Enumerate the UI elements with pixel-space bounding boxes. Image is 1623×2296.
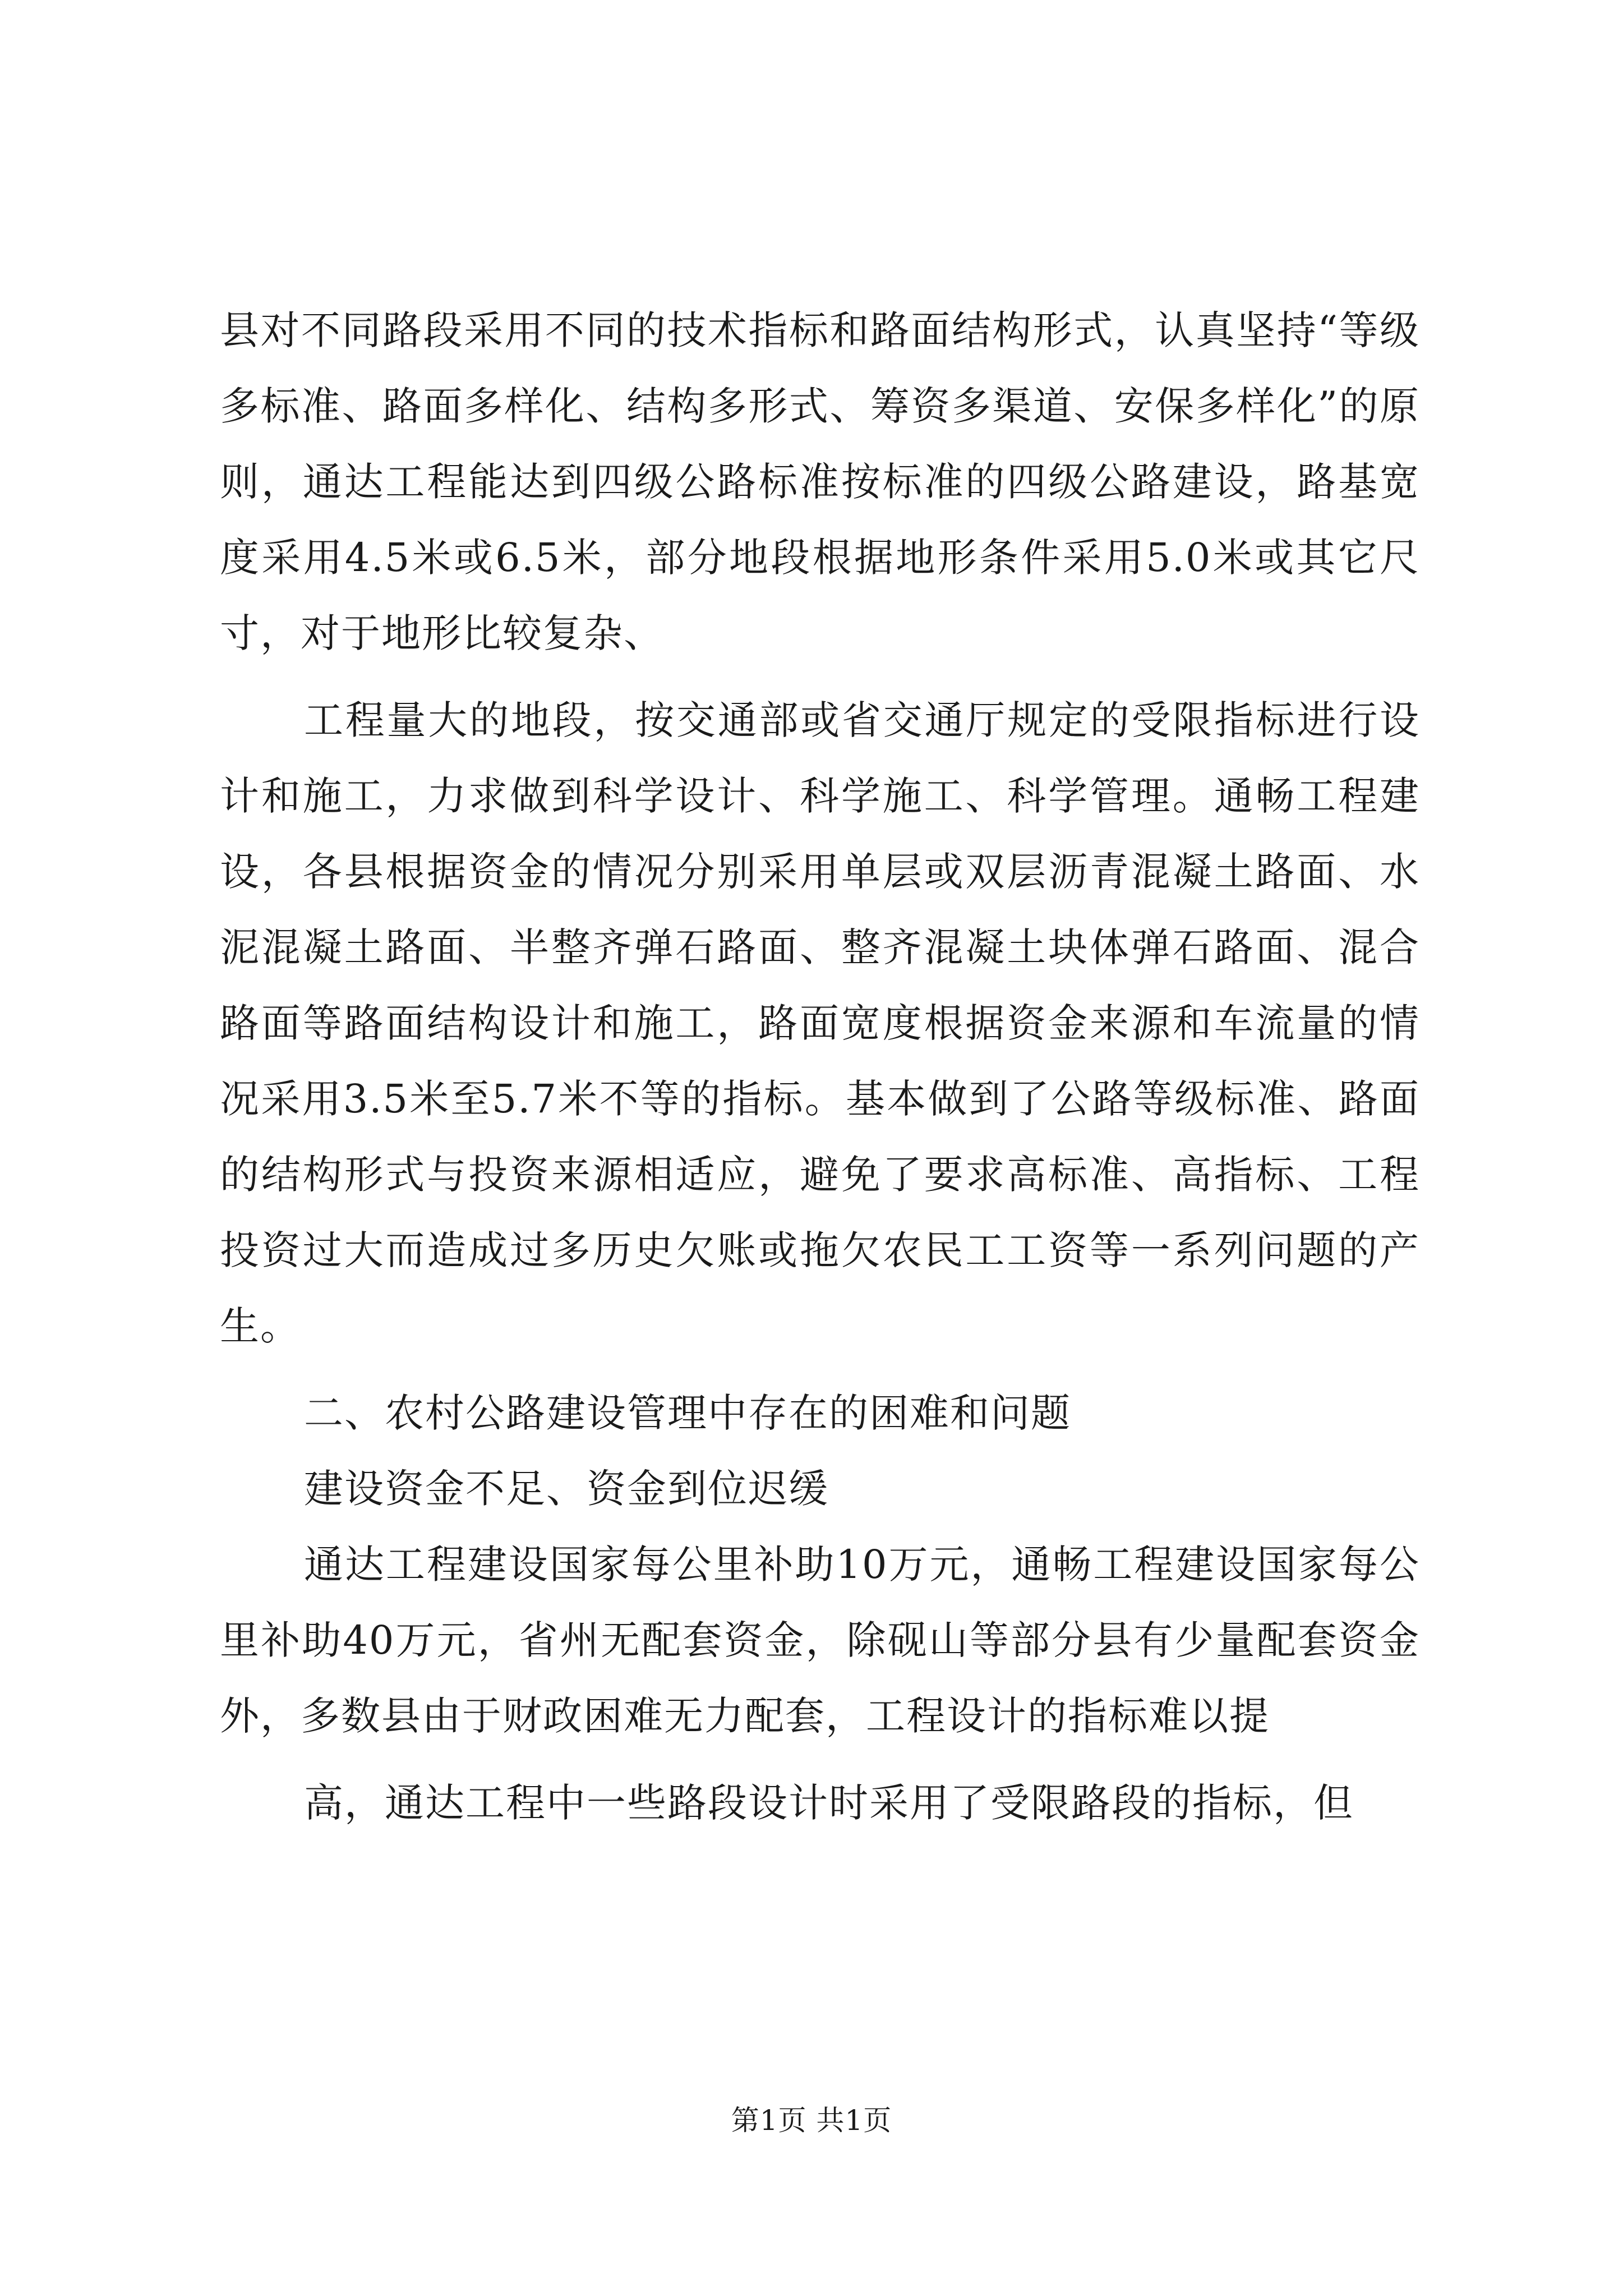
sub-heading: 建设资金不足、资金到位迟缓	[304, 1466, 829, 1512]
paragraph-2: 工程量大的地段，按交通部或省交通厅规定的受限指标进行设计和施工，力求做到科学设计、科学施工、科学管理。通畅工程建设，各县根据资金的情况分别采用单层或双层沥青混凝土路面、水泥混凝土路面、半整齐弹石路面、整齐混凝土块体弹石路面、混合路面等路面结构设计和施工，路面宽度根据资金来源和车流量的情况采用3.5米至5.7米不等的指标。基本做到了公路等级标准、路面的结构形式与投资来源相适应，避免了要求高标准、高指标、工程投资过大而造成过多历史欠账或拖欠农民工工资等一系列问题的产生。	[220, 697, 1420, 1349]
document-body	[220, 293, 1420, 1841]
page-footer: 第1页 共1页	[731, 2104, 892, 2137]
paragraph-4: 高，通达工程中一些路段设计时采用了受限路段的指标，但	[304, 1780, 1354, 1826]
section-heading: 二、农村公路建设管理中存在的困难和问题	[304, 1390, 1071, 1436]
paragraph-3: 通达工程建设国家每公里补助10万元，通畅工程建设国家每公里补助40万元，省州无配套资金，除砚山等部分县有少量配套资金外，多数县由于财政困难无力配套，工程设计的指标难以提	[220, 1542, 1420, 1739]
paragraph-1: 县对不同路段采用不同的技术指标和路面结构形式，认真坚持“等级多标准、路面多样化、结构多形式、筹资多渠道、安保多样化”的原则，通达工程能达到四级公路标准按标准的四级公路建设，路基宽度采用4.5米或6.5米，部分地段根据地形条件采用5.0米或其它尺寸，对于地形比较复杂、	[220, 307, 1420, 656]
